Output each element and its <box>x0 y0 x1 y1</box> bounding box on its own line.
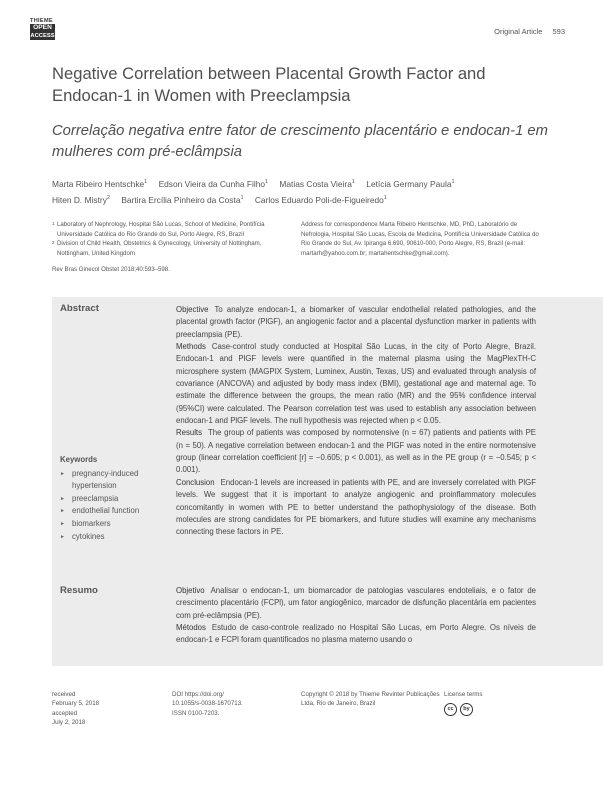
running-head <box>494 27 565 36</box>
keyword-item[interactable]: ► biomarkers <box>60 518 170 531</box>
resumo-objetivo: Objetivo Analisar o endocan-1, um biomarcador de patologias vasculares endoteliais, e o fator de crescimento placentário (FCPl), um fator angiogênico, marcador de disfunção placentária em pacientes com pré-eclâmpsia (PE). <box>176 586 536 620</box>
keywords-heading: Keywords <box>60 455 98 464</box>
author[interactable]: Matias Costa Vieira$^1$ <box>279 178 355 189</box>
author[interactable]: Letícia Germany Paula$^1$ <box>366 178 455 189</box>
attribution-icon[interactable]: by <box>460 703 473 716</box>
keyword-item[interactable]: ► endothelial function <box>60 505 170 518</box>
copyright: Copyright © 2018 by Thieme Revinter Publicações Ltda, Rio de Janeiro, Brazil <box>301 691 440 708</box>
author[interactable]: Hiten D. Mistry$^2$ <box>52 194 110 205</box>
keyword-item[interactable]: ► preeclampsia <box>60 493 170 506</box>
journal-citation: Rev Bras Ginecol Obstet 2018;40:593–598. <box>52 266 170 274</box>
license-terms-label[interactable]: License terms <box>444 691 483 698</box>
author[interactable]: Marta Ribeiro Hentschke$^1$ <box>52 178 148 189</box>
article-dates <box>52 690 152 728</box>
license-block <box>444 690 524 716</box>
doi-number[interactable]: 10.1055/s-0038-1670713. <box>172 700 243 708</box>
abstract-box <box>52 297 603 666</box>
title-portuguese: Correlação negativa entre fator de crescimento placentário e endocan-1 em mulheres com pré-eclâmpsia <box>52 123 548 160</box>
affiliation-1: 1 Laboratory of Nephrology, Hospital São Lucas, School of Medicine, Pontifícia Universidade Católica do Rio Grande do Sul, Porto Alegre, RS, Brazil <box>52 221 265 238</box>
author[interactable]: Bartira Ercília Pinheiro da Costa$^1$ <box>121 194 244 205</box>
author[interactable]: Edson Vieira da Cunha Filho$^1$ <box>158 178 269 189</box>
article-type: Original Article <box>494 27 543 36</box>
abstract-heading: Abstract <box>60 303 99 314</box>
abstract-methods: Methods Case-control study conducted at Hospital São Lucas, in the city of Porto Alegre, Brazil. Endocan-1 and PlGF levels were quantified in the maternal plasma using the MagPlexTH-C microsphere system (MAGPIX System, Luminex, Austin, Texas, US) and evaluated through analysis of covariance (ANCOVA) and adjusted by body mass index (BMI), gestational age and maternal age. To estimate the difference between the groups, the mean ratio (MR) and the 95% confidence interval (95%CI) were calculated. The Pearson correlation test was used to establish any association between endocan-1 and PlGF levels. The null hypothesis was rejected when p < 0.05. <box>176 342 536 426</box>
logo-publisher: THIEME <box>30 18 53 24</box>
doi-link[interactable]: DOI https://doi.org/ <box>172 691 224 698</box>
keyword-item[interactable]: ► cytokines <box>60 531 170 544</box>
creative-commons-icon[interactable]: cc <box>444 703 457 716</box>
received-label: received <box>52 691 76 698</box>
affiliations <box>52 220 292 275</box>
abstract-conclusion: Conclusion Endocan-1 levels are increased in patients with PE, and are inversely correlated with PlGF levels. We suggest that it is important to analyze angiogenic and proinflammatory molecules concomitantly in women with PE to better understand the pathophysiology of the disease. Both molecules are strong candidates for PE biomarkers, and future studies will examine any mechanisms connecting these factors in PE. <box>176 477 536 537</box>
author-list <box>52 175 562 207</box>
correspondence-address: Address for correspondence Marta Ribeiro Hentschke, MD, PhD, Laboratório de Nefrologia, Hospital São Lucas, Escola de Medicina, Pontifícia Universidade Católica do Rio Grande do Sul, Av. Ipiranga 6.690, 90610-000, Porto Alegre, RS, Brazil (e-mail: martarh@yahoo.com.br; martahentschke@gmail.com). <box>301 221 539 257</box>
title-english: Negative Correlation between Placental Growth Factor and Endocan-1 in Women with Preeclampsia <box>52 64 486 105</box>
issn: ISSN 0100-7203. <box>172 709 220 717</box>
received-date: February 5, 2018 <box>52 700 100 708</box>
logo-access: ACCESS <box>30 33 55 39</box>
accepted-label: accepted <box>52 709 78 717</box>
abstract-text <box>176 304 536 539</box>
abstract-results: Results The group of patients was composed by normotensive (n = 67) patients and patients with PE (n = 50). A negative correlation between endocan-1 and the PlGF was noted in the entire normotensive group (linear correlation coefficient [r] = −0.605; p < 0.001), as well as in the PE group (r = −0.545; p < 0.001). <box>176 428 536 475</box>
accepted-date: July 2, 2018 <box>52 719 86 727</box>
logo-open: OPEN <box>30 24 55 32</box>
resumo-heading: Resumo <box>60 585 98 596</box>
affiliation-2: 2 Division of Child Health, Obstetrics & Gynecology, University of Nottingham, Nottingham, United Kingdom <box>52 240 262 257</box>
doi-block <box>172 690 282 718</box>
abstract-objective: Objective To analyze endocan-1, a biomarker of vascular endothelial related pathologies, and the placental growth factor (PlGF), an angiogenic factor and a placental dysfunction marker in patients with preeclampsia (PE). <box>176 305 536 339</box>
resumo-metodos: Métodos Estudo de caso-controle realizado no Hospital São Lucas, em Porto Alegre. Os níveis de endocan-1 e FCPl foram quantificados no plasma materno usando o <box>176 623 536 645</box>
keywords-panel <box>60 454 170 543</box>
thieme-open-access-logo <box>30 18 60 40</box>
author[interactable]: Carlos Eduardo Poli-de-Figueiredo$^1$ <box>254 194 387 205</box>
keyword-item[interactable]: ► pregnancy-induced hypertension <box>60 468 170 493</box>
resumo-text <box>176 585 536 647</box>
page-number: 593 <box>552 27 565 36</box>
